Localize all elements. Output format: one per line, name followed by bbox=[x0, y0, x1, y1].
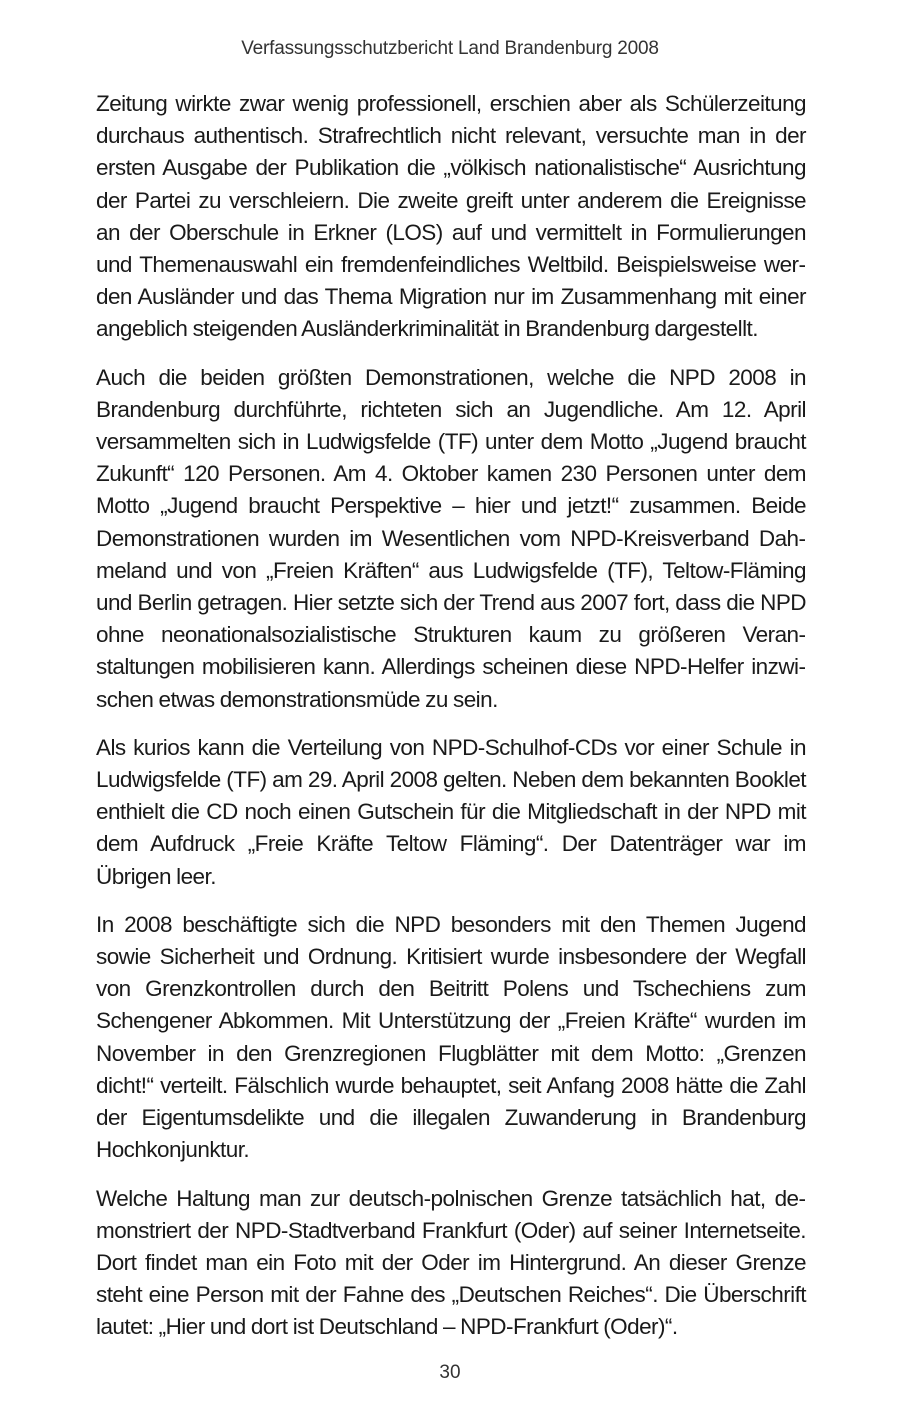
paragraph-5: Welche Haltung man zur deutsch-polnischen Grenze tatsächlich hat, demonstriert der NPD-Stadtverband Frankfurt (Oder) auf seiner Internetseite. Dort findet man ein Foto mit der Oder im Hintergrund. An dieser Grenze steht eine Person mit der Fahne des „Deutschen Reiches“. Die Überschrift lautet: „Hier und dort ist Deutschland – NPD-Frankfurt (Oder)“. bbox=[96, 1185, 806, 1340]
body-text bbox=[96, 88, 806, 1360]
page-number: 30 bbox=[439, 1362, 461, 1383]
running-header: Verfassungsschutzbericht Land Brandenburg 2008 bbox=[241, 38, 659, 59]
paragraph-1: Zeitung wirkte zwar wenig professionell, erschien aber als Schülerzeitung durchaus authentisch. Strafrechtlich nicht relevant, versuchte man in der ersten Ausgabe der Publikation die „völkisch nationalistische“ Ausrichtung der Partei zu verschleiern. Die zweite greift unter anderem die Ereignisse an der Oberschule in Erkner (LOS) auf und vermittelt in Formulierungen und Themenauswahl ein fremdenfeindliches Weltbild. Beispielsweise werden Ausländer und das Thema Migration nur im Zusammenhang mit einer angeblich steigenden Ausländerkriminalität in Brandenburg dargestellt. bbox=[96, 91, 806, 342]
paragraph-3: Als kurios kann die Verteilung von NPD-Schulhof-CDs vor einer Schule in Ludwigsfelde (TF) am 29. April 2008 gelten. Neben dem bekannten Booklet enthielt die CD noch einen Gutschein für die Mitgliedschaft in der NPD mit dem Aufdruck „Freie Kräfte Teltow Fläming“. Der Datenträger war im Übrigen leer. bbox=[96, 734, 806, 889]
paragraph-2: Auch die beiden größten Demonstrationen, welche die NPD 2008 in Brandenburg durchführte, richteten sich an Jugendliche. Am 12. April versammelten sich in Ludwigsfelde (TF) unter dem Motto „Jugend braucht Zukunft“ 120 Personen. Am 4. Oktober kamen 230 Personen unter dem Motto „Jugend braucht Perspektive – hier und jetzt!“ zusammen. Beide Demonstrationen wurden im Wesentlichen vom NPD-Kreisverband Dahmeland und von „Freien Kräften“ aus Ludwigsfelde (TF), Teltow-Fläming und Berlin getragen. Hier setzte sich der Trend aus 2007 fort, dass die NPD ohne neonationalsozialistische Strukturen kaum zu größeren Veranstaltungen mobilisieren kann. Allerdings scheinen diese NPD-Helfer inzwischen etwas demonstrationsmüde zu sein. bbox=[96, 364, 806, 712]
paragraph-4: In 2008 beschäftigte sich die NPD besonders mit den Themen Jugend sowie Sicherheit und Ordnung. Kritisiert wurde insbesondere der Wegfall von Grenzkontrollen durch den Beitritt Polens und Tschechiens zum Schengener Abkommen. Mit Unterstützung der „Freien Kräfte“ wurden im November in den Grenzregionen Flugblätter mit dem Motto: „Grenzen dicht!“ verteilt. Fälschlich wurde behauptet, seit Anfang 2008 hätte die Zahl der Eigentumsdelikte und die illegalen Zuwanderung in Brandenburg Hochkonjunktur. bbox=[96, 911, 806, 1163]
